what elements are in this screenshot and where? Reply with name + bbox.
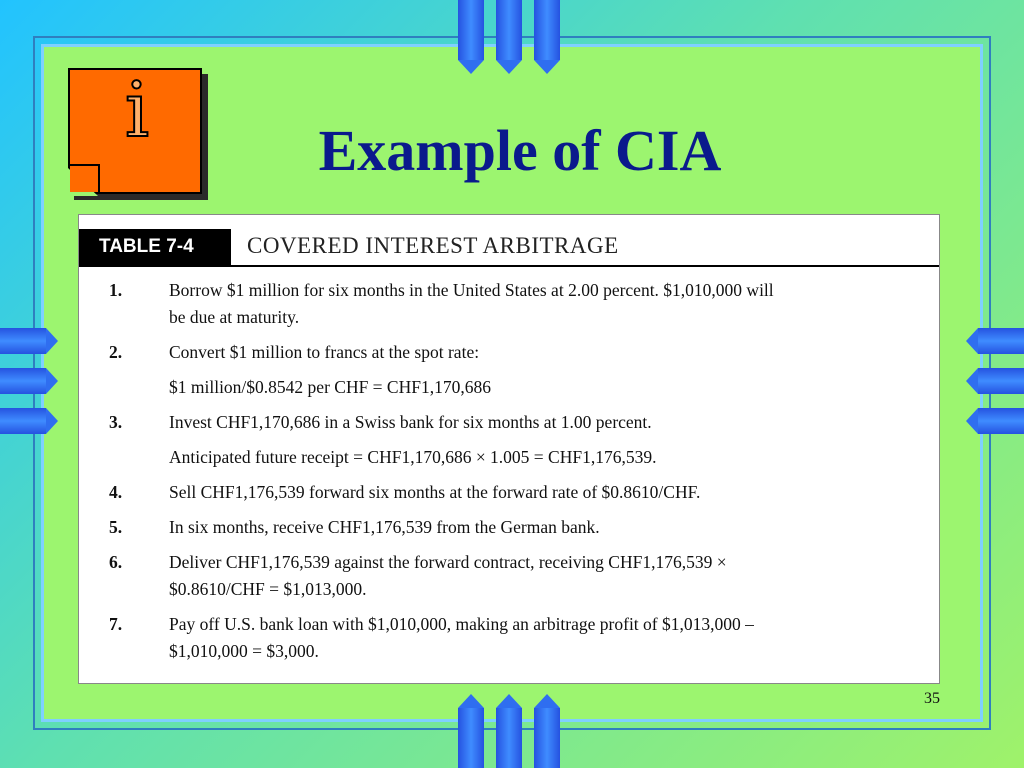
row-text: [169, 514, 899, 541]
page-number: 35: [924, 690, 940, 707]
row-number: 4.: [109, 482, 123, 502]
table-row: [79, 611, 939, 665]
row-line: $1 million/$0.8542 per CHF = CHF1,170,686: [169, 377, 491, 397]
table-label: TABLE 7-4: [79, 229, 231, 265]
table-caption: COVERED INTEREST ARBITRAGE: [247, 233, 619, 258]
info-glyph: i: [124, 65, 150, 154]
row-number: 6.: [109, 552, 123, 572]
row-text: [169, 409, 899, 471]
row-number: 3.: [109, 412, 123, 432]
row-line: Anticipated future receipt = CHF1,170,686 × 1.005 = CHF1,176,539.: [169, 447, 657, 467]
row-text: [169, 479, 899, 506]
table-row: [79, 514, 939, 541]
arbitrage-table: [78, 214, 940, 684]
row-line: $1,010,000 = $3,000.: [169, 641, 319, 661]
row-line: be due at maturity.: [169, 307, 300, 327]
row-line: $0.8610/CHF = $1,013,000.: [169, 579, 367, 599]
ribbon-top-decoration: [458, 0, 560, 60]
note-fold-corner: [70, 164, 100, 192]
table-row: [79, 549, 939, 603]
row-line: Borrow $1 million for six months in the United States at 2.00 percent. $1,010,000 will: [169, 280, 774, 300]
table-row: [79, 409, 939, 471]
ribbon-left-decoration: [0, 328, 56, 434]
ribbon-bottom-decoration: [458, 708, 560, 768]
info-note-icon: [68, 65, 204, 196]
row-number: 2.: [109, 342, 123, 362]
row-line: Sell CHF1,176,539 forward six months at the forward rate of $0.8610/CHF.: [169, 482, 701, 502]
table-header: [79, 229, 939, 265]
table-row: [79, 277, 939, 331]
row-number: 7.: [109, 614, 123, 634]
slide-title: Example of CIA: [318, 118, 722, 183]
row-line: In six months, receive CHF1,176,539 from the German bank.: [169, 517, 600, 537]
table-row: [79, 339, 939, 401]
row-line: Pay off U.S. bank loan with $1,010,000, making an arbitrage profit of $1,013,000 –: [169, 614, 754, 634]
row-line: Deliver CHF1,176,539 against the forward contract, receiving CHF1,176,539 ×: [169, 552, 727, 572]
table-row: [79, 479, 939, 506]
row-text: [169, 339, 899, 401]
row-line: Invest CHF1,170,686 in a Swiss bank for six months at 1.00 percent.: [169, 412, 652, 432]
row-number: 1.: [109, 280, 123, 300]
table-divider: [79, 265, 939, 267]
row-text: [169, 277, 899, 331]
row-number: 5.: [109, 517, 123, 537]
table-rows: [79, 277, 939, 673]
row-line: Convert $1 million to francs at the spot rate:: [169, 342, 480, 362]
row-text: [169, 611, 899, 665]
row-text: [169, 549, 899, 603]
ribbon-right-decoration: [968, 328, 1024, 434]
